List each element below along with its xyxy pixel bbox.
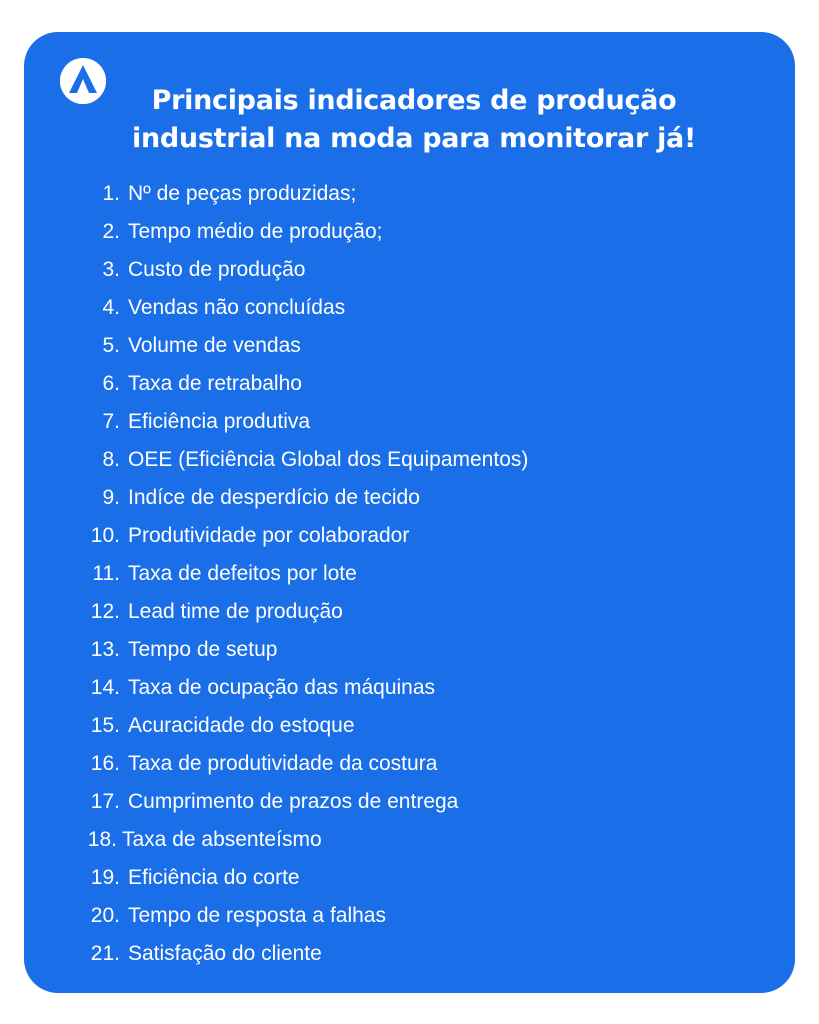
item-label: Taxa de produtividade da costura	[128, 752, 438, 775]
item-label: Tempo de setup	[128, 638, 278, 661]
item-label: Vendas não concluídas	[128, 296, 346, 319]
item-label: Indíce de desperdício de tecido	[128, 486, 420, 509]
item-label: Taxa de defeitos por lote	[128, 562, 357, 585]
item-label: Eficiência produtiva	[128, 410, 311, 433]
item-label: Taxa de retrabalho	[128, 372, 302, 395]
item-number: 1.	[102, 182, 120, 205]
item-label: OEE (Eficiência Global dos Equipamentos)	[128, 448, 529, 471]
list-item	[24, 859, 795, 897]
list-item	[24, 289, 795, 327]
list-item	[24, 441, 795, 479]
title-line-2: industrial na moda para monitorar já!	[132, 123, 696, 154]
list-item	[24, 593, 795, 631]
list-item	[24, 783, 795, 821]
list-item	[24, 555, 795, 593]
item-label: Taxa de absenteísmo	[122, 828, 322, 851]
list-item	[24, 327, 795, 365]
item-label: Satisfação do cliente	[128, 942, 322, 965]
list-item	[24, 403, 795, 441]
item-label: Cumprimento de prazos de entrega	[128, 790, 459, 813]
item-number: 5.	[102, 334, 120, 357]
item-label: Nº de peças produzidas;	[128, 182, 357, 205]
item-label: Custo de produção	[128, 258, 306, 281]
item-number: 10.	[90, 524, 120, 547]
page-title	[84, 82, 744, 158]
list-item	[24, 707, 795, 745]
item-number: 12.	[90, 600, 120, 623]
item-label: Eficiência do corte	[128, 866, 300, 889]
item-number: 7.	[102, 410, 120, 433]
item-number: 6.	[102, 372, 120, 395]
item-number: 17.	[90, 790, 120, 813]
list-item	[24, 517, 795, 555]
list-item	[24, 213, 795, 251]
item-number: 8.	[102, 448, 120, 471]
item-number: 13.	[90, 638, 120, 661]
item-label: Tempo médio de produção;	[128, 220, 383, 243]
item-number: 11.	[92, 562, 120, 585]
item-number: 19.	[90, 866, 120, 889]
indicators-card	[24, 32, 795, 993]
list-item	[24, 935, 795, 973]
item-number: 3.	[102, 258, 120, 281]
list-item	[24, 631, 795, 669]
item-number: 9.	[102, 486, 120, 509]
item-number: 14.	[90, 676, 120, 699]
list-item	[24, 897, 795, 935]
list-item	[24, 821, 795, 859]
list-item	[24, 365, 795, 403]
item-number: 21.	[90, 942, 120, 965]
item-label: Acuracidade do estoque	[128, 714, 355, 737]
item-label: Tempo de resposta a falhas	[128, 904, 386, 927]
item-number: 16.	[90, 752, 120, 775]
list-item	[24, 669, 795, 707]
item-number: 4.	[102, 296, 120, 319]
list-item	[24, 479, 795, 517]
item-number: 2.	[102, 220, 120, 243]
item-label: Lead time de produção	[128, 600, 343, 623]
item-number: 18.	[87, 828, 117, 851]
list-item	[24, 251, 795, 289]
list-item	[24, 745, 795, 783]
item-label: Produtividade por colaborador	[128, 524, 410, 547]
item-label: Volume de vendas	[128, 334, 301, 357]
item-number: 15.	[90, 714, 120, 737]
item-number: 20.	[90, 904, 120, 927]
indicator-list	[24, 175, 795, 973]
list-item	[24, 175, 795, 213]
title-line-1: Principais indicadores de produção	[151, 85, 677, 116]
item-label: Taxa de ocupação das máquinas	[128, 676, 436, 699]
